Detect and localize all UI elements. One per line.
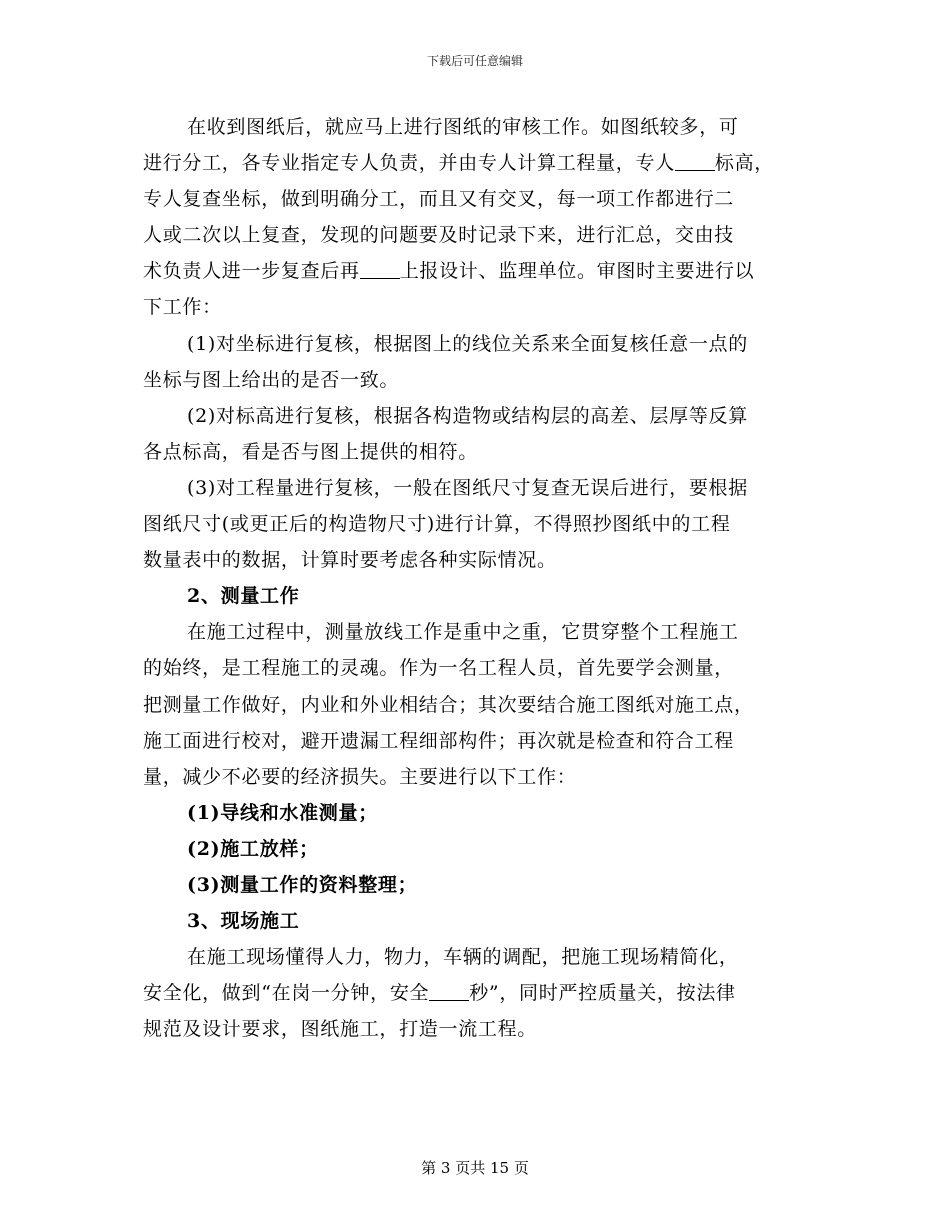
paragraph-line: [143, 542, 808, 578]
line-text: 安全化，做到“在岗一分钟，安全: [143, 982, 430, 1005]
paragraph-line: [143, 975, 808, 1011]
line-text: 施工面进行校对，避开遗漏工程细部构件；再次就是检查和符合工程: [143, 729, 735, 752]
line-text: 术负责人进一步复查后再: [143, 260, 360, 283]
paragraph-line: [143, 217, 808, 253]
line-text: (2)施工放样；: [187, 837, 319, 860]
page-footer: 第 3 页共 15 页: [421, 1159, 529, 1177]
paragraph-line: [143, 181, 808, 217]
line-text: 把测量工作做好，内业和外业相结合；其次要结合施工图纸对施工点，: [143, 693, 754, 716]
line-text: 专人复查坐标，做到明确分工，而且又有交叉，每一项工作都进行二: [143, 188, 735, 211]
line-text: 3、现场施工: [187, 910, 300, 933]
line-text: 人或二次以上复查，发现的问题要及时记录下来，进行汇总，交由技: [143, 224, 735, 247]
fill-in-blank: [429, 982, 469, 1001]
line-text: 下工作：: [143, 296, 222, 319]
line-text: 2、测量工作: [187, 585, 300, 608]
line-text: (2)对标高进行复核，根据各构造物或结构层的高差、层厚等反算: [187, 404, 748, 427]
section-heading-line: [143, 867, 808, 903]
line-text: 在施工过程中，测量放线工作是重中之重，它贯穿整个工程施工: [187, 621, 739, 644]
line-text: 在施工现场懂得人力，物力，车辆的调配，把施工现场精简化，: [187, 946, 739, 969]
line-text: 在收到图纸后，就应马上进行图纸的审核工作。如图纸较多，可: [187, 116, 739, 138]
line-text: 的始终，是工程施工的灵魂。作为一名工程人员，首先要学会测量，: [143, 657, 735, 680]
line-text: (1)对坐标进行复核，根据图上的线位关系来全面复核任意一点的: [187, 332, 748, 355]
paragraph-line: [143, 506, 808, 542]
document-body: [143, 109, 808, 1047]
section-heading-line: [143, 831, 808, 867]
paragraph-line: [143, 939, 808, 975]
paragraph-line: [143, 650, 808, 686]
paragraph-line: [143, 326, 808, 362]
paragraph-line: [143, 687, 808, 723]
line-text: 进行分工，各专业指定专人负责，并由专人计算工程量，专人: [143, 152, 675, 175]
paragraph-line: [143, 362, 808, 398]
line-text-after-blank: 秒”，同时严控质量关，按法律: [469, 982, 736, 1005]
line-text: 坐标与图上给出的是否一致。: [143, 368, 400, 391]
paragraph-line: [143, 723, 808, 759]
line-text-after-blank: 上报设计、监理单位。审图时主要进行以: [399, 260, 755, 283]
line-text: 图纸尺寸(或更正后的构造物尺寸)进行计算，不得照抄图纸中的工程: [143, 513, 731, 536]
section-heading-line: [143, 903, 808, 939]
fill-in-blank: [360, 260, 400, 279]
line-text: 各点标高，看是否与图上提供的相符。: [143, 440, 478, 463]
section-heading-line: [143, 795, 808, 831]
fill-in-blank: [675, 152, 715, 171]
page-header: 下载后可任意编辑: [426, 54, 523, 68]
paragraph-line: [143, 434, 808, 470]
line-text: (3)对工程量进行复核，一般在图纸尺寸复查无误后进行，要根据: [187, 476, 748, 499]
line-text: 数量表中的数据，计算时要考虑各种实际情况。: [143, 549, 557, 572]
paragraph-line: [143, 759, 808, 795]
section-heading-line: [143, 578, 808, 614]
paragraph-line: [143, 470, 808, 506]
paragraph-line: [143, 145, 808, 181]
paragraph-line: [143, 398, 808, 434]
paragraph-line: [143, 253, 808, 289]
line-text: (1)导线和水准测量；: [187, 801, 378, 824]
paragraph-line: [143, 614, 808, 650]
paragraph-line: [143, 109, 808, 145]
paragraph-line: [143, 1011, 808, 1047]
line-text: 量，减少不必要的经济损失。主要进行以下工作：: [143, 765, 577, 788]
line-text: (3)测量工作的资料整理；: [187, 873, 418, 896]
line-text-after-blank: 标高，: [714, 152, 775, 175]
paragraph-line: [143, 289, 808, 325]
line-text: 规范及设计要求，图纸施工，打造一流工程。: [143, 1018, 538, 1041]
